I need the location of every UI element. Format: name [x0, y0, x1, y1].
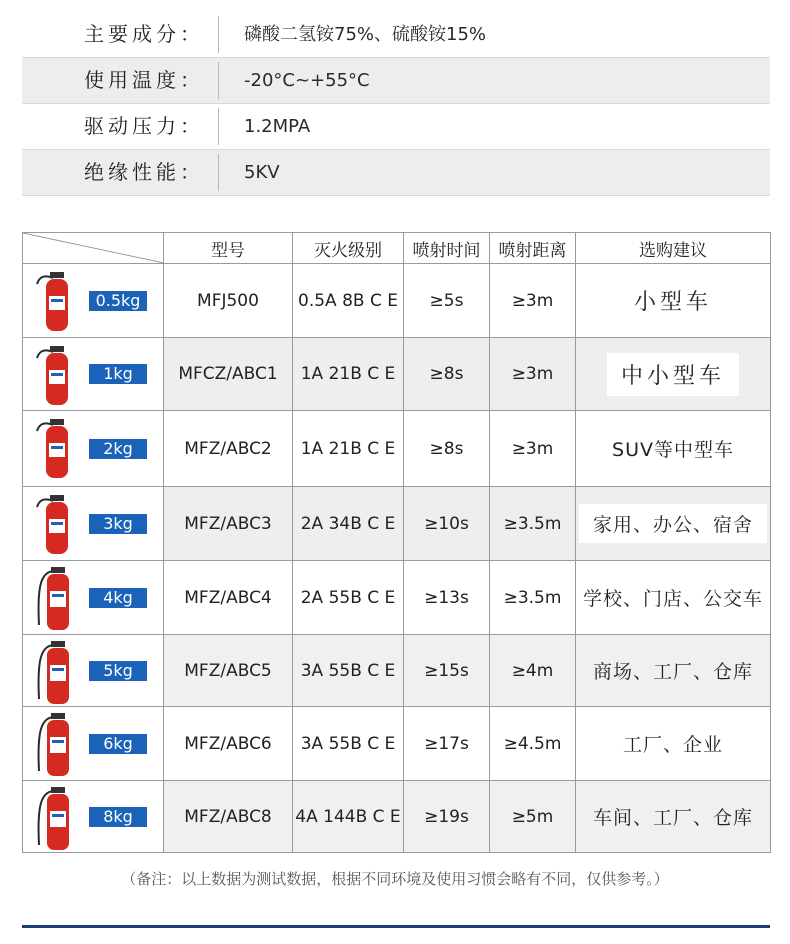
time-cell: ≥13s [404, 561, 490, 635]
distance-cell: ≥4m [490, 635, 576, 707]
spec-divider [218, 154, 219, 191]
fire-extinguisher-icon [33, 785, 79, 851]
weight-badge: 0.5kg [89, 291, 147, 311]
advice-cell: SUV等中型车 [576, 411, 771, 487]
level-cell: 1A 21B C E [293, 411, 404, 487]
level-cell: 3A 55B C E [293, 707, 404, 781]
advice-cell: 工厂、企业 [576, 707, 771, 781]
time-cell: ≥15s [404, 635, 490, 707]
model-cell: MFCZ/ABC1 [164, 338, 293, 411]
table-row [23, 781, 771, 853]
model-cell: MFZ/ABC2 [164, 411, 293, 487]
weight-badge: 6kg [89, 734, 147, 754]
time-cell: ≥8s [404, 411, 490, 487]
weight-badge: 2kg [89, 439, 147, 459]
distance-cell: ≥3.5m [490, 487, 576, 561]
table-row [23, 707, 771, 781]
footnote: （备注：以上数据为测试数据，根据不同环境及使用习惯会略有不同，仅供参考。） [121, 870, 669, 888]
table-row [23, 487, 771, 561]
time-cell: ≥5s [404, 264, 490, 338]
fire-extinguisher-icon [33, 342, 79, 408]
table-row [23, 264, 771, 338]
advice-cell [576, 338, 771, 411]
model-cell: MFZ/ABC3 [164, 487, 293, 561]
fire-extinguisher-icon [33, 639, 79, 705]
weight-badge: 1kg [89, 364, 147, 384]
advice-text: 家用、办公、宿舍 [579, 504, 767, 543]
table-row [23, 411, 771, 487]
time-cell: ≥19s [404, 781, 490, 853]
spec-list [22, 12, 770, 196]
fire-extinguisher-icon [33, 491, 79, 557]
header-corner [23, 233, 164, 264]
spec-divider [218, 108, 219, 145]
distance-cell: ≥3m [490, 338, 576, 411]
footer-divider [22, 925, 770, 928]
product-cell [23, 635, 164, 707]
advice-cell: 商场、工厂、仓库 [576, 635, 771, 707]
model-cell: MFZ/ABC4 [164, 561, 293, 635]
model-cell: MFZ/ABC5 [164, 635, 293, 707]
diagonal-line [23, 233, 164, 263]
model-cell: MFJ500 [164, 264, 293, 338]
spec-row [22, 104, 770, 150]
level-cell: 3A 55B C E [293, 635, 404, 707]
spec-value: 磷酸二氢铵75%、硫酸铵15% [244, 24, 487, 45]
header-time: 喷射时间 [404, 233, 490, 264]
model-cell: MFZ/ABC6 [164, 707, 293, 781]
distance-cell: ≥4.5m [490, 707, 576, 781]
spec-row [22, 58, 770, 104]
product-cell [23, 561, 164, 635]
weight-badge: 3kg [89, 514, 147, 534]
table-row [23, 338, 771, 411]
product-cell [23, 781, 164, 853]
distance-cell: ≥3m [490, 264, 576, 338]
product-cell [23, 338, 164, 411]
spec-value: 1.2MPA [244, 116, 311, 137]
fire-extinguisher-icon [33, 565, 79, 631]
level-cell: 1A 21B C E [293, 338, 404, 411]
table-header-row [23, 233, 771, 264]
table-row [23, 635, 771, 707]
level-cell: 2A 34B C E [293, 487, 404, 561]
advice-cell: 学校、门店、公交车 [576, 561, 771, 635]
header-distance: 喷射距离 [490, 233, 576, 264]
time-cell: ≥17s [404, 707, 490, 781]
fire-extinguisher-icon [33, 415, 79, 481]
model-cell: MFZ/ABC8 [164, 781, 293, 853]
spec-label: 主要成分： [84, 22, 204, 46]
product-cell [23, 264, 164, 338]
distance-cell: ≥3.5m [490, 561, 576, 635]
fire-extinguisher-icon [33, 711, 79, 777]
advice-cell [576, 487, 771, 561]
level-cell: 4A 144B C E [293, 781, 404, 853]
distance-cell: ≥5m [490, 781, 576, 853]
time-cell: ≥8s [404, 338, 490, 411]
header-advice: 选购建议 [576, 233, 771, 264]
advice-text: 中小型车 [607, 353, 739, 396]
weight-badge: 4kg [89, 588, 147, 608]
weight-badge: 8kg [89, 807, 147, 827]
level-cell: 2A 55B C E [293, 561, 404, 635]
spec-label: 使用温度： [84, 68, 204, 92]
advice-cell: 小型车 [576, 264, 771, 338]
spec-value: 5KV [244, 162, 280, 183]
spec-label: 驱动压力： [84, 114, 204, 138]
spec-divider [218, 62, 219, 99]
time-cell: ≥10s [404, 487, 490, 561]
product-cell [23, 411, 164, 487]
spec-value: -20°C~+55°C [244, 70, 370, 91]
product-cell [23, 487, 164, 561]
advice-cell: 车间、工厂、仓库 [576, 781, 771, 853]
product-cell [23, 707, 164, 781]
spec-row [22, 12, 770, 58]
table-row [23, 561, 771, 635]
spec-label: 绝缘性能： [84, 160, 204, 184]
spec-divider [218, 16, 219, 53]
weight-badge: 5kg [89, 661, 147, 681]
spec-row [22, 150, 770, 196]
level-cell: 0.5A 8B C E [293, 264, 404, 338]
header-level: 灭火级别 [293, 233, 404, 264]
distance-cell: ≥3m [490, 411, 576, 487]
header-model: 型号 [164, 233, 293, 264]
fire-extinguisher-icon [33, 268, 79, 334]
product-table [22, 232, 771, 853]
